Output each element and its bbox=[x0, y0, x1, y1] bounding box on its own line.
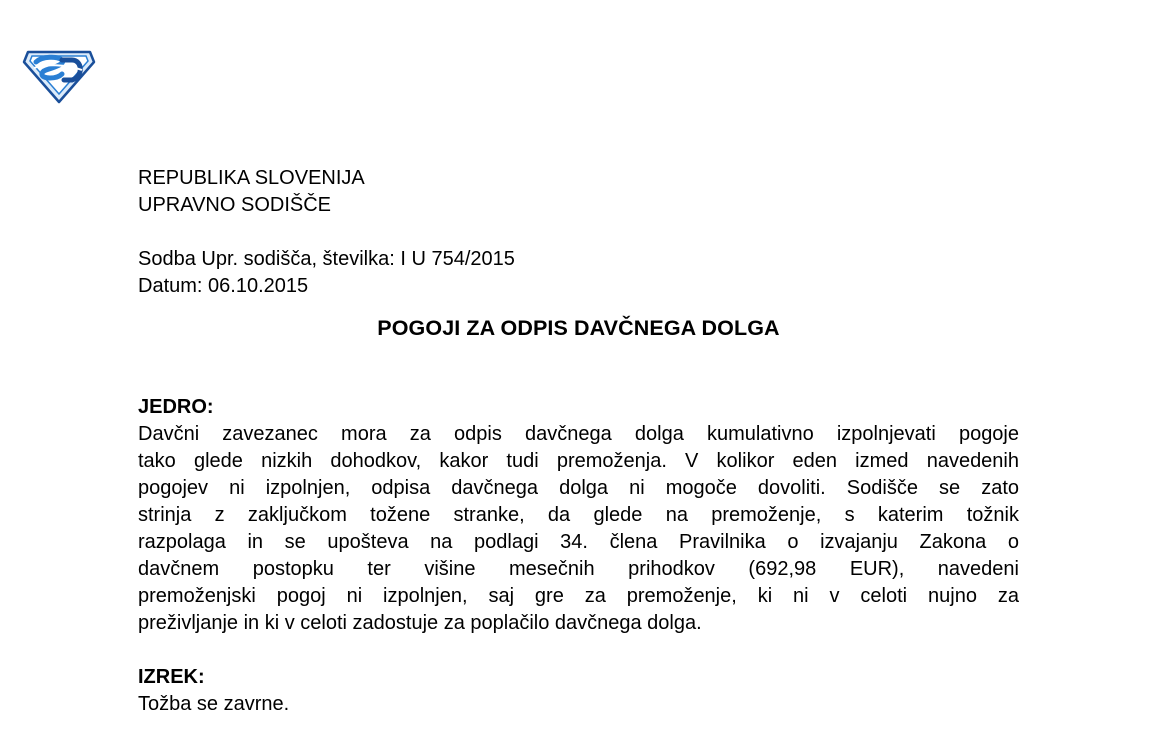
court-name: UPRAVNO SODIŠČE bbox=[138, 194, 331, 216]
jedro-line: premoženjski pogoj ni izpolnjen, saj gre za premoženje, ki ni v celoti nujno za bbox=[138, 585, 1019, 607]
judgment-reference: Sodba Upr. sodišča, številka: I U 754/2015 bbox=[138, 248, 515, 270]
document-title: POGOJI ZA ODPIS DAVČNEGA DOLGA bbox=[377, 316, 780, 340]
country-name: REPUBLIKA SLOVENIJA bbox=[138, 167, 365, 189]
izrek-heading: IZREK: bbox=[138, 666, 205, 688]
jedro-line: Davčni zavezanec mora za odpis davčnega dolga kumulativno izpolnjevati pogoje bbox=[138, 423, 1019, 445]
court-logo-icon bbox=[22, 48, 96, 104]
jedro-line: preživljanje in ki v celoti zadostuje za poplačilo davčnega dolga. bbox=[138, 612, 702, 634]
jedro-line: davčnem postopku ter višine mesečnih prihodkov (692,98 EUR), navedeni bbox=[138, 558, 1019, 580]
jedro-line: tako glede nizkih dohodkov, kakor tudi premoženja. V kolikor eden izmed navedenih bbox=[138, 450, 1019, 472]
jedro-line: razpolaga in se upošteva na podlagi 34. člena Pravilnika o izvajanju Zakona o bbox=[138, 531, 1019, 553]
document-page bbox=[138, 165, 1019, 718]
jedro-heading: JEDRO: bbox=[138, 396, 214, 418]
izrek-text: Tožba se zavrne. bbox=[138, 693, 290, 715]
jedro-line: strinja z zaključkom tožene stranke, da glede na premoženje, s katerim tožnik bbox=[138, 504, 1019, 526]
jedro-line: pogojev ni izpolnjen, odpisa davčnega dolga ni mogoče dovoliti. Sodišče se zato bbox=[138, 477, 1019, 499]
judgment-date: Datum: 06.10.2015 bbox=[138, 275, 309, 297]
jedro-paragraph bbox=[138, 421, 1019, 637]
